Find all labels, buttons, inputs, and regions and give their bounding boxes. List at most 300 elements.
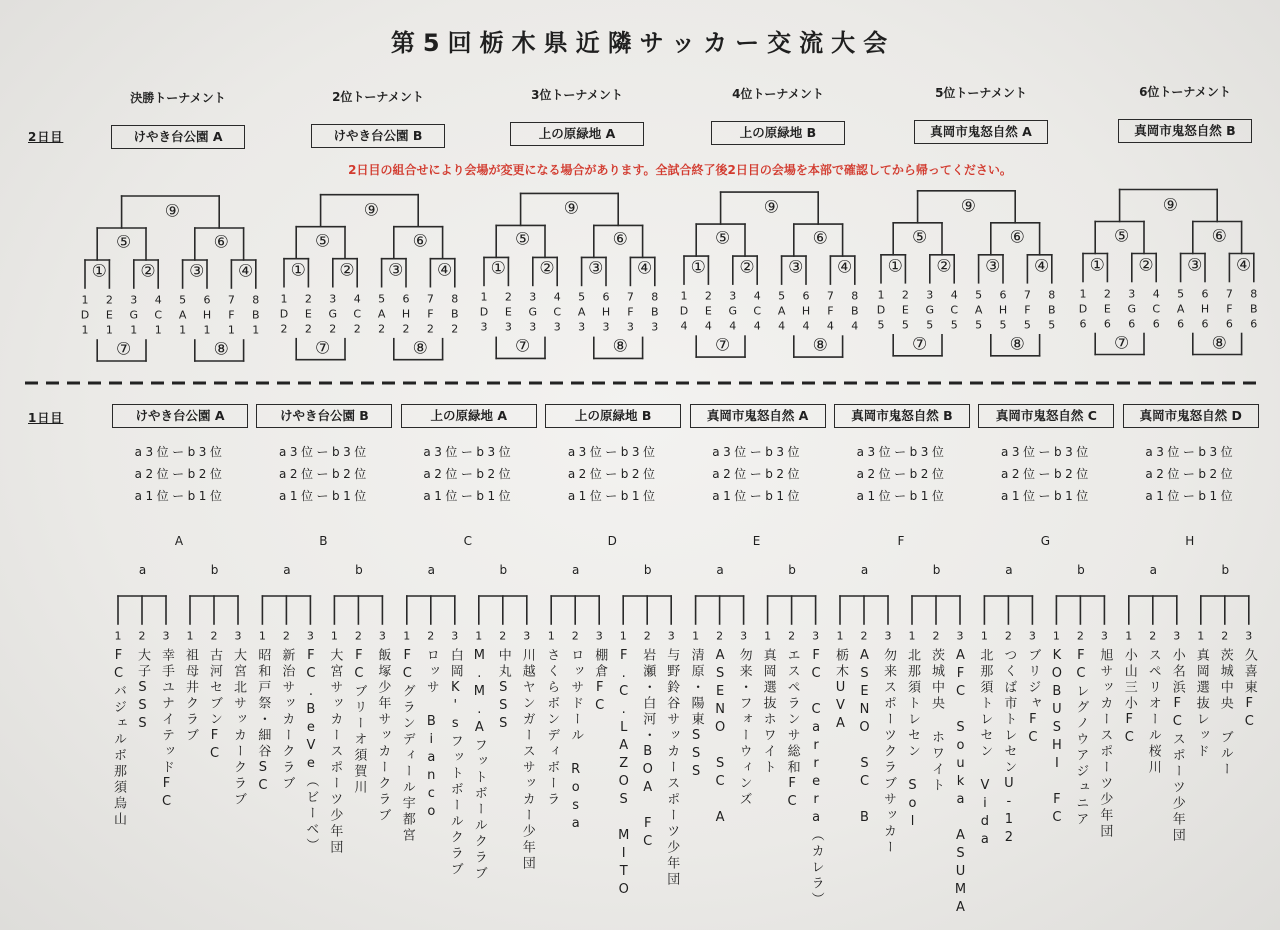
venue-box: 上の原緑地 A — [401, 404, 537, 428]
slot-group: D — [679, 304, 689, 318]
match-number-badge: ③ — [189, 261, 205, 282]
match-pairing: a3位ーb3位 — [856, 445, 948, 459]
slot-number: 6 — [1201, 287, 1209, 300]
team-name: AFC Souka ASUMA — [953, 648, 968, 918]
slot-group: F — [1226, 302, 1233, 315]
slot-rank: 3 — [626, 320, 634, 334]
subgroup-label: b — [1221, 563, 1230, 577]
team-name: FCバジェルボ那須烏山 — [111, 648, 126, 828]
slot-rank: 3 — [529, 320, 537, 334]
match-number-badge: ⑨ — [763, 197, 780, 218]
slot-rank: 6 — [1103, 317, 1111, 330]
team-name: 真岡選抜レッド — [1193, 648, 1209, 760]
slot-number: 6 — [999, 288, 1007, 302]
team-name: ASENO SC B — [857, 648, 872, 828]
match-number-badge: ④ — [436, 260, 453, 281]
slot-number: 8 — [1250, 287, 1258, 300]
team-name: 祖母井クラブ — [183, 648, 198, 744]
match-pairing: a1位ーb1位 — [712, 489, 803, 503]
team-name: 勿来スポーツクラブサッカー — [881, 648, 896, 856]
subgroup-label: a — [283, 563, 291, 577]
team-name: F.C.LAZOS MITO — [616, 648, 632, 900]
slot-number: 7 — [426, 292, 434, 306]
slot-number: 4 — [154, 293, 162, 307]
team-name: 北那須トレセン Vida — [977, 648, 993, 850]
team-number: 3 — [595, 629, 603, 643]
match-number-badge: ① — [91, 261, 107, 282]
subgroup-label: a — [138, 563, 147, 577]
match-pairing: a2位ーb2位 — [856, 467, 948, 481]
match-number-badge: ⑧ — [412, 338, 428, 359]
slot-rank: 3 — [504, 320, 512, 334]
slot-group: F — [1024, 303, 1031, 317]
team-number: 1 — [403, 629, 411, 643]
slot-group: C — [1152, 302, 1161, 315]
slot-group: G — [728, 304, 738, 318]
slot-group: H — [1200, 302, 1210, 315]
slot-number: 5 — [179, 293, 187, 307]
match-number-badge: ⑨ — [164, 201, 181, 222]
team-name: 与野鈴谷サッカースポーツ少年団 — [664, 648, 680, 888]
match-number-badge: ④ — [1235, 255, 1252, 275]
slot-group: G — [328, 307, 338, 321]
match-pairing: a1位ーb1位 — [1145, 489, 1237, 503]
slot-rank: 5 — [950, 318, 958, 332]
team-number: 2 — [643, 629, 651, 643]
match-number-badge: ⑦ — [514, 336, 531, 357]
match-pairing: a2位ーb2位 — [567, 467, 659, 481]
slot-number: 2 — [704, 289, 712, 303]
match-number-badge: ⑦ — [714, 335, 731, 356]
match-pairing: a3位ーb3位 — [134, 445, 226, 459]
slot-number: 2 — [504, 290, 512, 304]
slot-number: 5 — [1177, 287, 1185, 300]
match-number-badge: ⑧ — [213, 339, 229, 360]
team-name: FCブリーオ須賀川 — [351, 648, 367, 796]
slot-rank: 2 — [378, 322, 386, 336]
team-name: 古河セブンFC — [207, 648, 222, 764]
slot-rank: 1 — [154, 323, 162, 337]
match-pairing: a2位ーb2位 — [279, 467, 370, 481]
slot-rank: 3 — [578, 320, 586, 334]
group-letter: A — [174, 534, 184, 548]
venue-box: けやき台公園 A — [112, 404, 248, 428]
team-number: 3 — [812, 629, 820, 643]
slot-rank: 4 — [802, 319, 810, 333]
team-name: 幸手ユナイテッドFC — [159, 648, 174, 812]
team-name: 勿来・フォーウィンズ — [736, 648, 752, 808]
slot-group: C — [950, 303, 959, 317]
slot-group: G — [925, 303, 935, 317]
team-name: 棚倉FC — [592, 648, 608, 716]
slot-rank: 6 — [1201, 317, 1209, 330]
team-name: 小名浜FCスポーツ少年団 — [1169, 648, 1185, 844]
venue-box: 真岡市鬼怒自然 A — [690, 404, 826, 428]
slot-group: A — [577, 305, 586, 319]
slot-number: 7 — [1225, 287, 1233, 300]
slot-number: 3 — [329, 292, 337, 306]
team-name: 茨城中央 ホワイト — [929, 648, 944, 794]
venue-box: 上の原緑地 A — [510, 122, 644, 146]
tournament-name: 4位トーナメント — [732, 87, 824, 102]
team-name: 真岡選抜ホワイト — [760, 648, 776, 776]
team-number: 1 — [258, 629, 266, 643]
slot-number: 4 — [353, 292, 361, 306]
match-number-badge: ③ — [1187, 255, 1203, 275]
slot-group: H — [998, 303, 1008, 317]
slot-number: 7 — [626, 290, 634, 304]
team-name: 北那須トレセン Sol — [905, 648, 920, 832]
subgroup-label: b — [643, 563, 652, 577]
team-number: 3 — [1245, 629, 1253, 643]
slot-rank: 3 — [553, 320, 561, 334]
team-number: 3 — [162, 629, 170, 643]
match-pairing: a2位ーb2位 — [134, 467, 226, 481]
team-name: 大子SSS — [135, 648, 150, 734]
team-name: M.M.Aフットボールクラブ — [471, 648, 487, 882]
slot-rank: 6 — [1079, 317, 1087, 330]
slot-rank: 4 — [729, 319, 737, 333]
match-pairing: a3位ーb3位 — [279, 445, 370, 459]
team-name: 旭サッカースポーツ少年団 — [1097, 648, 1113, 840]
team-number: 2 — [1221, 629, 1229, 643]
slot-number: 1 — [1079, 287, 1087, 300]
subgroup-label: a — [427, 563, 435, 577]
slot-number: 6 — [203, 293, 211, 307]
slot-rank: 6 — [1128, 317, 1136, 330]
subgroup-label: a — [572, 563, 580, 577]
tournament-name: 3位トーナメント — [531, 88, 623, 103]
slot-group: E — [901, 303, 909, 317]
slot-group: H — [202, 308, 212, 322]
slot-group: B — [651, 305, 659, 319]
slot-number: 2 — [304, 292, 312, 306]
team-number: 1 — [764, 629, 772, 643]
slot-number: 4 — [553, 290, 561, 304]
slot-group: B — [252, 308, 260, 322]
match-number-badge: ⑥ — [1009, 227, 1025, 248]
match-number-badge: ② — [339, 260, 355, 281]
team-name: 清原・陽東SSS — [688, 648, 704, 782]
slot-rank: 3 — [480, 320, 488, 334]
team-name: ロッサドール Rosa — [568, 648, 584, 834]
match-number-badge: ⑧ — [612, 336, 628, 357]
match-pairing: a2位ーb2位 — [1001, 467, 1092, 481]
team-name: 茨城中央 ブルー — [1217, 648, 1233, 778]
match-number-badge: ⑨ — [363, 200, 380, 221]
team-name: さくらボンディボーラ — [544, 648, 560, 808]
slot-group: H — [801, 304, 811, 318]
team-name: スペリオール桜川 — [1145, 648, 1161, 776]
match-number-badge: ⑧ — [1211, 333, 1227, 353]
match-number-badge: ⑥ — [1211, 226, 1227, 246]
team-number: 3 — [884, 629, 892, 643]
slot-rank: 3 — [651, 320, 659, 334]
match-number-badge: ⑤ — [911, 227, 928, 248]
team-name: FC.BeVe（ビーベ） — [303, 648, 319, 854]
match-number-badge: ② — [936, 256, 952, 277]
team-number: 1 — [186, 629, 194, 643]
team-name: 白岡K'sフットボールクラブ — [447, 648, 463, 878]
tournament-name: 6位トーナメント — [1139, 84, 1231, 99]
slot-rank: 2 — [402, 322, 410, 336]
slot-rank: 6 — [1225, 317, 1233, 330]
team-number: 3 — [451, 629, 459, 643]
team-number: 1 — [836, 629, 844, 643]
match-number-badge: ⑤ — [314, 231, 331, 252]
slot-rank: 4 — [851, 319, 859, 333]
slot-number: 5 — [778, 289, 786, 303]
slot-rank: 1 — [130, 323, 138, 337]
slot-rank: 5 — [975, 318, 983, 332]
slot-rank: 4 — [680, 319, 688, 333]
match-number-badge: ⑤ — [1113, 226, 1130, 246]
team-name: 昭和戸祭・細谷SC — [255, 648, 271, 796]
match-number-badge: ② — [739, 257, 755, 278]
slot-rank: 4 — [778, 319, 786, 333]
slot-number: 1 — [480, 290, 488, 304]
slot-number: 5 — [975, 288, 983, 302]
team-number: 3 — [1028, 629, 1036, 643]
slot-group: D — [876, 303, 886, 317]
subgroup-label: b — [1077, 563, 1085, 577]
subgroup-label: a — [716, 563, 724, 577]
match-number-badge: ③ — [788, 257, 804, 278]
team-number: 1 — [1125, 629, 1133, 643]
slot-group: G — [129, 308, 139, 322]
team-number: 2 — [499, 629, 507, 643]
tournament-name: 決勝トーナメント — [130, 91, 226, 105]
slot-group: E — [105, 308, 113, 322]
slot-group: E — [1103, 302, 1111, 315]
team-name: FCグランディール宇都宮 — [399, 648, 415, 844]
team-name: FC Carrera（カレラ） — [808, 648, 824, 908]
match-pairing: a1位ーb1位 — [1001, 489, 1092, 503]
day1-label: 1日目 — [28, 411, 64, 425]
slot-rank: 5 — [1023, 318, 1031, 332]
slot-group: D — [80, 308, 90, 322]
slot-number: 3 — [926, 288, 934, 302]
team-name: 飯塚少年サッカークラブ — [375, 648, 391, 824]
match-number-badge: ⑧ — [1009, 334, 1025, 355]
match-number-badge: ⑦ — [911, 334, 928, 355]
slot-group: H — [401, 307, 411, 321]
slot-group: C — [154, 308, 163, 322]
match-pairing: a1位ーb1位 — [567, 489, 659, 503]
match-number-badge: ⑨ — [1162, 195, 1179, 215]
team-number: 1 — [1197, 629, 1205, 643]
slot-group: A — [377, 307, 386, 321]
match-number-badge: ② — [1138, 255, 1154, 275]
tournament-name: 5位トーナメント — [935, 85, 1027, 100]
team-name: つくば市トレセンU-12 — [1001, 648, 1017, 848]
slot-group: G — [528, 305, 538, 319]
match-pairing: a1位ーb1位 — [423, 489, 515, 503]
match-number-badge: ④ — [237, 261, 254, 282]
slot-number: 7 — [227, 293, 235, 307]
slot-rank: 2 — [426, 322, 434, 336]
match-pairing: a3位ーb3位 — [567, 445, 659, 459]
venue-box: けやき台公園 B — [256, 404, 392, 428]
match-number-badge: ⑤ — [714, 228, 731, 249]
match-number-badge: ① — [290, 260, 306, 281]
slot-number: 3 — [729, 289, 737, 303]
match-number-badge: ⑥ — [412, 231, 428, 252]
match-number-badge: ⑥ — [812, 228, 828, 249]
team-number: 3 — [234, 629, 242, 643]
subgroup-label: b — [788, 563, 796, 577]
slot-number: 7 — [1023, 288, 1031, 302]
match-number-badge: ③ — [985, 256, 1001, 277]
venue-box: 真岡市鬼怒自然 C — [978, 404, 1114, 428]
slot-rank: 6 — [1250, 317, 1258, 330]
group-letter: G — [1040, 534, 1051, 548]
slot-number: 3 — [529, 290, 537, 304]
match-pairing: a3位ーb3位 — [1145, 445, 1237, 459]
team-number: 2 — [1076, 629, 1084, 643]
venue-box: 上の原緑地 B — [545, 404, 681, 428]
slot-number: 6 — [802, 289, 810, 303]
slot-group: D — [279, 307, 289, 321]
team-name: 久喜東FC — [1241, 648, 1257, 732]
slot-number: 3 — [1128, 287, 1136, 300]
match-number-badge: ④ — [1033, 256, 1050, 277]
slot-rank: 1 — [105, 323, 113, 337]
slot-group: D — [1078, 302, 1088, 315]
match-number-badge: ④ — [636, 258, 653, 279]
slot-number: 3 — [130, 293, 138, 307]
group-letter: D — [607, 534, 617, 548]
slot-rank: 4 — [704, 319, 712, 333]
team-number: 3 — [1173, 629, 1181, 643]
team-name: KOBUSHI FC — [1049, 648, 1065, 828]
group-letter: B — [319, 534, 328, 548]
match-pairing: a1位ーb1位 — [856, 489, 948, 503]
team-number: 2 — [788, 629, 796, 643]
subgroup-label: b — [499, 563, 508, 577]
team-number: 3 — [740, 629, 748, 643]
match-pairing: a3位ーb3位 — [712, 445, 803, 459]
subgroup-label: a — [1149, 563, 1157, 577]
slot-group: B — [1250, 302, 1258, 315]
team-name: 栃木UVA — [833, 648, 848, 734]
slot-group: A — [178, 308, 187, 322]
team-number: 1 — [1052, 629, 1060, 643]
slot-group: F — [627, 305, 634, 319]
slot-number: 7 — [826, 289, 834, 303]
subgroup-label: b — [355, 563, 363, 577]
team-number: 3 — [1100, 629, 1108, 643]
slot-group: C — [553, 305, 562, 319]
slot-group: A — [1176, 302, 1185, 315]
slot-number: 6 — [602, 290, 610, 304]
team-number: 1 — [980, 629, 988, 643]
slot-number: 1 — [877, 288, 885, 302]
slot-rank: 5 — [999, 318, 1007, 332]
team-number: 1 — [114, 629, 122, 643]
match-number-badge: ⑧ — [812, 335, 828, 356]
slot-number: 5 — [578, 290, 586, 304]
slot-rank: 2 — [280, 322, 288, 336]
slot-group: E — [504, 305, 512, 319]
tournament-name: 2位トーナメント — [332, 89, 424, 104]
slot-number: 4 — [950, 288, 958, 302]
slot-number: 1 — [280, 292, 288, 306]
match-number-badge: ⑦ — [115, 339, 132, 360]
team-number: 2 — [427, 629, 435, 643]
match-number-badge: ① — [490, 258, 506, 279]
slot-number: 1 — [81, 293, 89, 307]
slot-rank: 5 — [877, 318, 885, 332]
group-letter: C — [463, 534, 472, 548]
slot-number: 8 — [252, 293, 260, 307]
slot-rank: 6 — [1152, 317, 1160, 330]
slot-group: B — [451, 307, 459, 321]
slot-number: 8 — [451, 292, 459, 306]
slot-group: C — [353, 307, 362, 321]
team-number: 2 — [1004, 629, 1012, 643]
team-name: 大宮サッカースポーツ少年団 — [327, 648, 343, 856]
team-name: ASENO SC A — [712, 648, 728, 828]
venue-box: 真岡市鬼怒自然 B — [1118, 119, 1252, 143]
venue-box: けやき台公園 A — [111, 125, 245, 149]
slot-rank: 4 — [826, 319, 834, 333]
match-pairing: a2位ーb2位 — [423, 467, 515, 481]
venue-box: 真岡市鬼怒自然 D — [1123, 404, 1259, 428]
match-number-badge: ⑦ — [1113, 333, 1130, 353]
subgroup-label: a — [860, 563, 869, 577]
slot-group: G — [1127, 302, 1137, 315]
slot-number: 2 — [1103, 287, 1111, 300]
team-number: 3 — [956, 629, 964, 643]
slot-number: 5 — [378, 292, 386, 306]
slot-group: B — [1048, 303, 1056, 317]
match-number-badge: ⑥ — [612, 229, 628, 250]
slot-rank: 2 — [353, 322, 361, 336]
team-number: 1 — [908, 629, 916, 643]
slot-number: 4 — [1152, 287, 1160, 300]
slot-group: C — [753, 304, 762, 318]
slot-group: E — [704, 304, 712, 318]
match-number-badge: ④ — [836, 257, 853, 278]
match-number-badge: ② — [539, 258, 555, 279]
match-number-badge: ⑨ — [563, 198, 580, 219]
subgroup-label: a — [1005, 563, 1013, 577]
match-number-badge: ② — [140, 261, 156, 282]
page-title: 第5回栃木県近隣サッカー交流大会 — [390, 29, 896, 57]
slot-number: 1 — [680, 289, 688, 303]
match-number-badge: ⑦ — [314, 338, 331, 359]
slot-number: 2 — [901, 288, 909, 302]
team-name: 中丸SSS — [495, 648, 511, 734]
slot-rank: 2 — [329, 322, 337, 336]
slot-rank: 1 — [252, 323, 260, 337]
team-number: 1 — [619, 629, 627, 643]
venue-box: 真岡市鬼怒自然 A — [914, 120, 1048, 144]
venue-box: 上の原緑地 B — [711, 121, 845, 145]
subgroup-label: b — [932, 563, 941, 577]
slot-rank: 5 — [901, 318, 909, 332]
team-number: 1 — [692, 629, 700, 643]
match-number-badge: ③ — [588, 258, 604, 279]
match-number-badge: ① — [1089, 255, 1105, 275]
match-number-badge: ⑤ — [514, 229, 531, 250]
team-number: 2 — [860, 629, 868, 643]
team-number: 3 — [378, 629, 386, 643]
team-number: 2 — [210, 629, 218, 643]
team-number: 3 — [306, 629, 314, 643]
slot-rank: 1 — [179, 323, 187, 337]
